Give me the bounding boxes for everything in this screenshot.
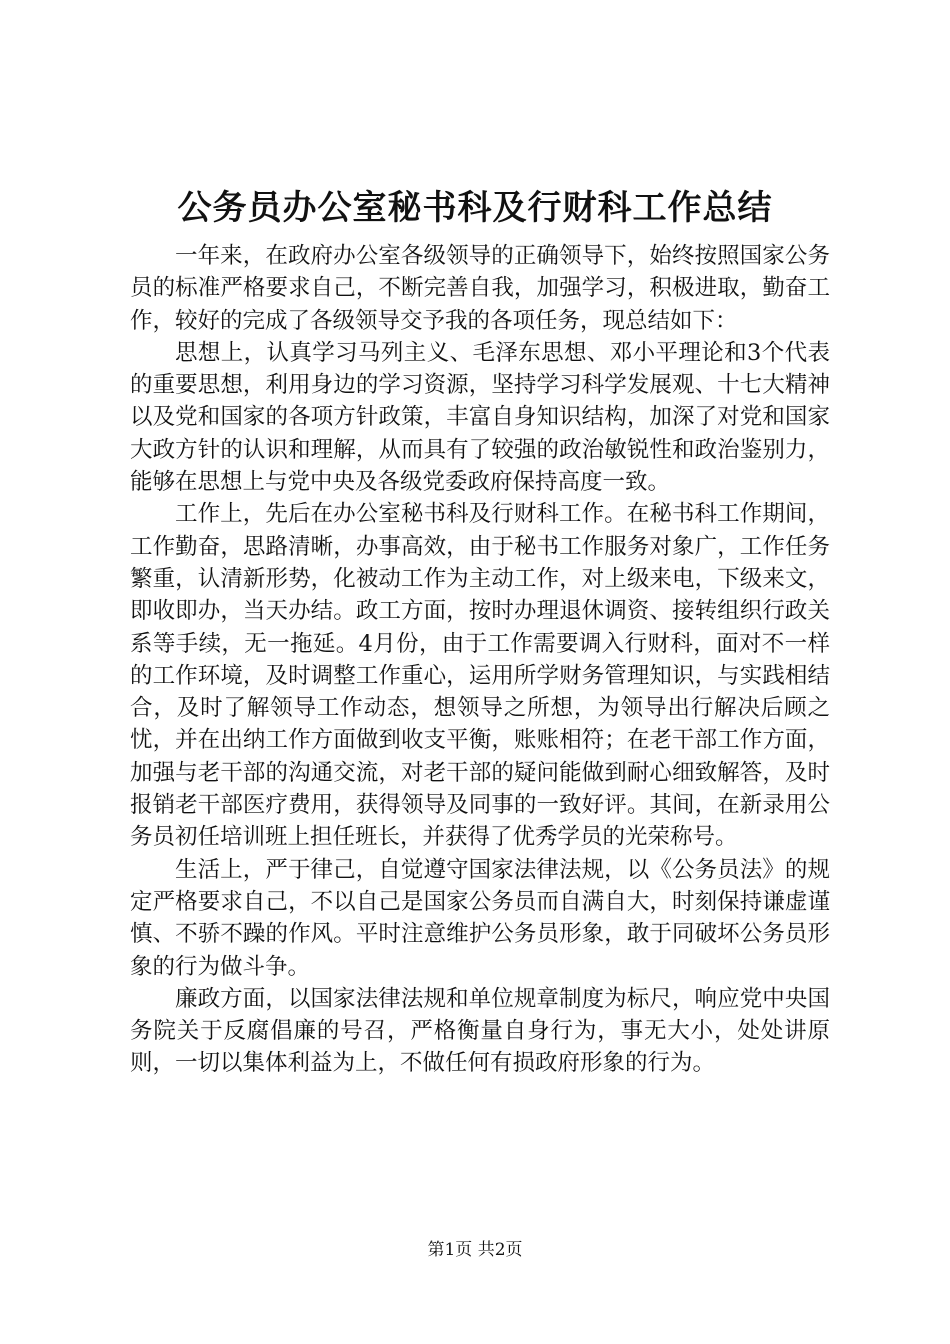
document-title: 公务员办公室秘书科及行财科工作总结 bbox=[177, 188, 773, 228]
document-body bbox=[130, 240, 830, 1080]
paragraph-life: 生活上，严于律己，自觉遵守国家法律法规，以《公务员法》的规定严格要求自己，不以自己是国家公务员而自满自大，时刻保持谦虚谨慎、不骄不躁的作风。平时注意维护公务员形象，敢于同破坏公务员形象的行为做斗争。 bbox=[130, 856, 830, 980]
paragraph-intro: 一年来，在政府办公室各级领导的正确领导下，始终按照国家公务员的标准严格要求自己，不断完善自我，加强学习，积极进取，勤奋工作，较好的完成了各级领导交予我的各项任务，现总结如下： bbox=[130, 243, 830, 334]
page-number-footer: 第1页 共2页 bbox=[427, 1240, 523, 1260]
paragraph-work: 工作上，先后在办公室秘书科及行财科工作。在秘书科工作期间，工作勤奋，思路清晰，办事高效，由于秘书工作服务对象广，工作任务繁重，认清新形势，化被动工作为主动工作，对上级来电，下级来文，即收即办，当天办结。政工方面，按时办理退休调资、接转组织行政关系等手续，无一拖延。4月份，由于工作需要调入行财科，面对不一样的工作环境，及时调整工作重心，运用所学财务管理知识，与实践相结合，及时了解领导工作动态，想领导之所想，为领导出行解决后顾之忧，并在出纳工作方面做到收支平衡，账账相符；在老干部工作方面，加强与老干部的沟通交流，对老干部的疑问能做到耐心细致解答，及时报销老干部医疗费用，获得领导及同事的一致好评。其间，在新录用公务员初任培训班上担任班长，并获得了优秀学员的光荣称号。 bbox=[130, 501, 830, 851]
paragraph-integrity: 廉政方面，以国家法律法规和单位规章制度为标尺，响应党中央国务院关于反腐倡廉的号召，严格衡量自身行为，事无大小，处处讲原则，一切以集体利益为上，不做任何有损政府形象的行为。 bbox=[130, 985, 830, 1077]
paragraph-thought: 思想上，认真学习马列主义、毛泽东思想、邓小平理论和3个代表的重要思想，利用身边的学习资源，坚持学习科学发展观、十七大精神以及党和国家的各项方针政策，丰富自身知识结构，加深了对党和国家大政方针的认识和理解，从而具有了较强的政治敏锐性和政治鉴别力，能够在思想上与党中央及各级党委政府保持高度一致。 bbox=[130, 339, 830, 496]
